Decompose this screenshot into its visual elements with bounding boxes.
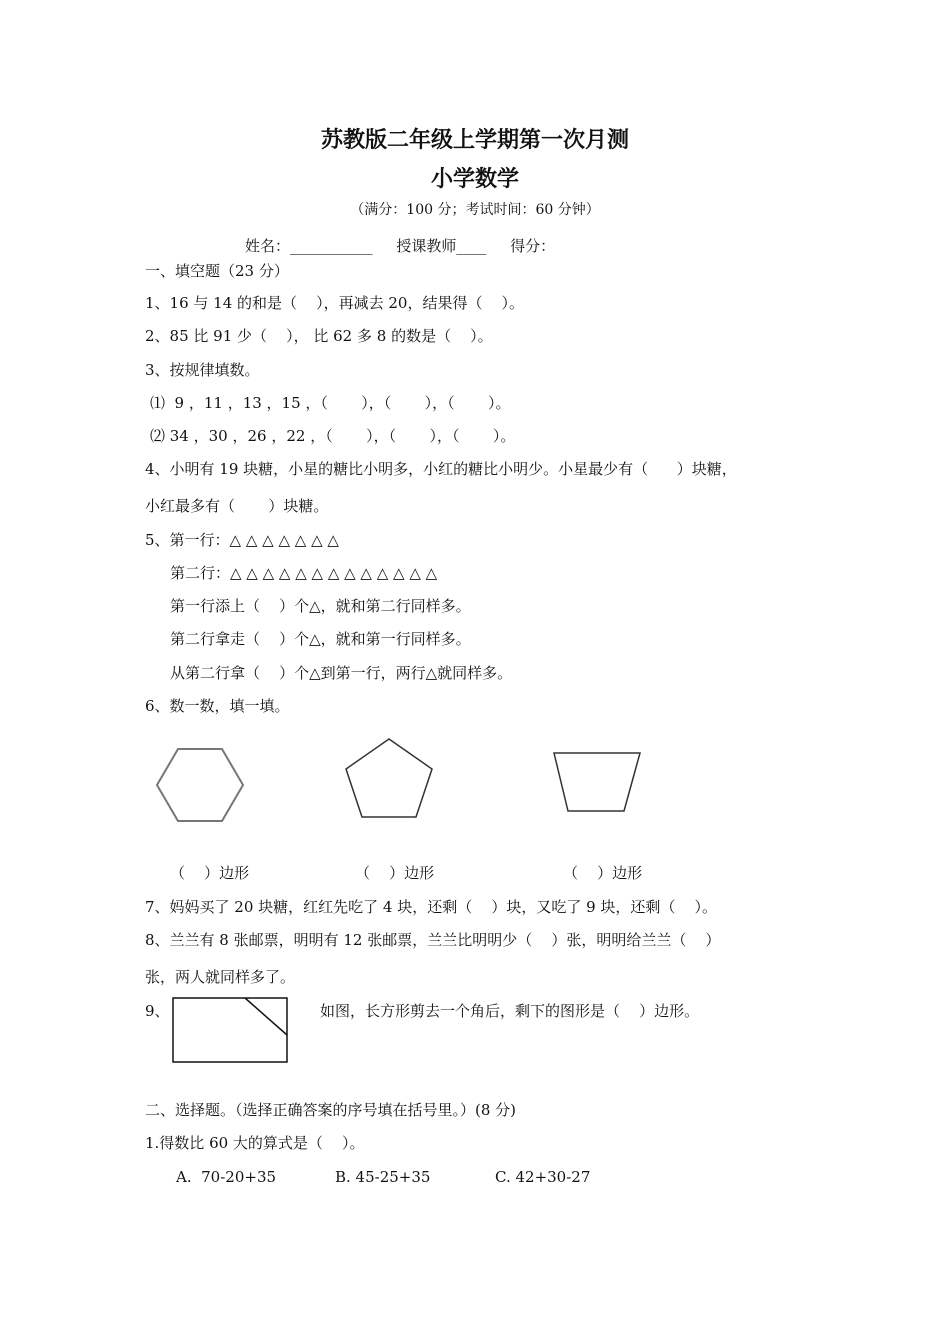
cut-rectangle-figure (172, 997, 289, 1064)
question-5-part-a: 第一行添上（ ）个△，就和第二行同样多。 (170, 597, 471, 615)
question-2: 2、85 比 91 少（ ）， 比 62 多 8 的数是（ ）。 (145, 327, 493, 345)
exam-info: （满分：100 分；考试时间：60 分钟） (350, 202, 600, 218)
hexagon-answer-label: （ ）边形 (170, 864, 250, 882)
pentagon-answer-label: （ ）边形 (355, 864, 435, 882)
option-b: B. 45-25+35 (335, 1168, 431, 1186)
question-5-row-2: 第二行：△ △ △ △ △ △ △ △ △ △ △ △ △ (170, 564, 438, 582)
choice-question-1: 1.得数比 60 大的算式是（ ）。 (145, 1134, 365, 1152)
question-9-text: 如图，长方形剪去一个角后，剩下的图形是（ ）边形。 (320, 1002, 700, 1020)
question-5-part-b: 第二行拿走（ ）个△，就和第一行同样多。 (170, 630, 471, 648)
pentagon-figure (343, 737, 435, 819)
question-5-part-c: 从第二行拿（ ）个△到第一行，两行△就同样多。 (170, 664, 513, 682)
page-title: 苏教版二年级上学期第一次月测 (320, 128, 629, 153)
question-4-line-1: 4、小明有 19 块糖，小星的糖比小明多，小红的糖比小明少。小星最少有（ ）块糖， (145, 460, 737, 478)
question-9-number: 9、 (145, 1002, 170, 1020)
hexagon-figure (155, 747, 245, 823)
question-7: 7、妈妈买了 20 块糖，红红先吃了 4 块，还剩（ ）块，又吃了 9 块，还剩（ ）。 (145, 898, 717, 916)
trapezoid-answer-label: （ ）边形 (563, 864, 643, 882)
question-1: 1、16 与 14 的和是（ ），再减去 20，结果得（ ）。 (145, 294, 525, 312)
page-subtitle: 小学数学 (430, 167, 519, 192)
question-4-line-2: 小红最多有（ ）块糖。 (145, 497, 329, 515)
question-3-sequence-2: ⑵ 34 ，30 ，26 ，22 ，（ ），（ ），（ ）。 (150, 427, 516, 445)
section2-heading: 二、选择题。（选择正确答案的序号填在括号里。）(8 分) (145, 1101, 517, 1119)
trapezoid-figure (552, 751, 642, 813)
student-info-line: 姓名：___________ 授课教师____ 得分： (245, 237, 556, 255)
question-3-prompt: 3、按规律填数。 (145, 361, 260, 379)
question-8-line-2: 张，两人就同样多了。 (145, 968, 296, 986)
question-5-row-1: 5、第一行：△ △ △ △ △ △ △ (145, 531, 339, 549)
question-8-line-1: 8、兰兰有 8 张邮票，明明有 12 张邮票，兰兰比明明少（ ）张，明明给兰兰（ ） (145, 931, 721, 949)
question-6-prompt: 6、数一数，填一填。 (145, 697, 290, 715)
question-3-sequence-1: ⑴ 9 ，11 ，13 ，15 ，（ ），（ ），（ ）。 (150, 394, 511, 412)
option-a: A. 70-20+35 (176, 1168, 277, 1186)
option-c: C. 42+30-27 (495, 1168, 591, 1186)
section1-heading: 一、填空题（23 分） (145, 262, 289, 280)
